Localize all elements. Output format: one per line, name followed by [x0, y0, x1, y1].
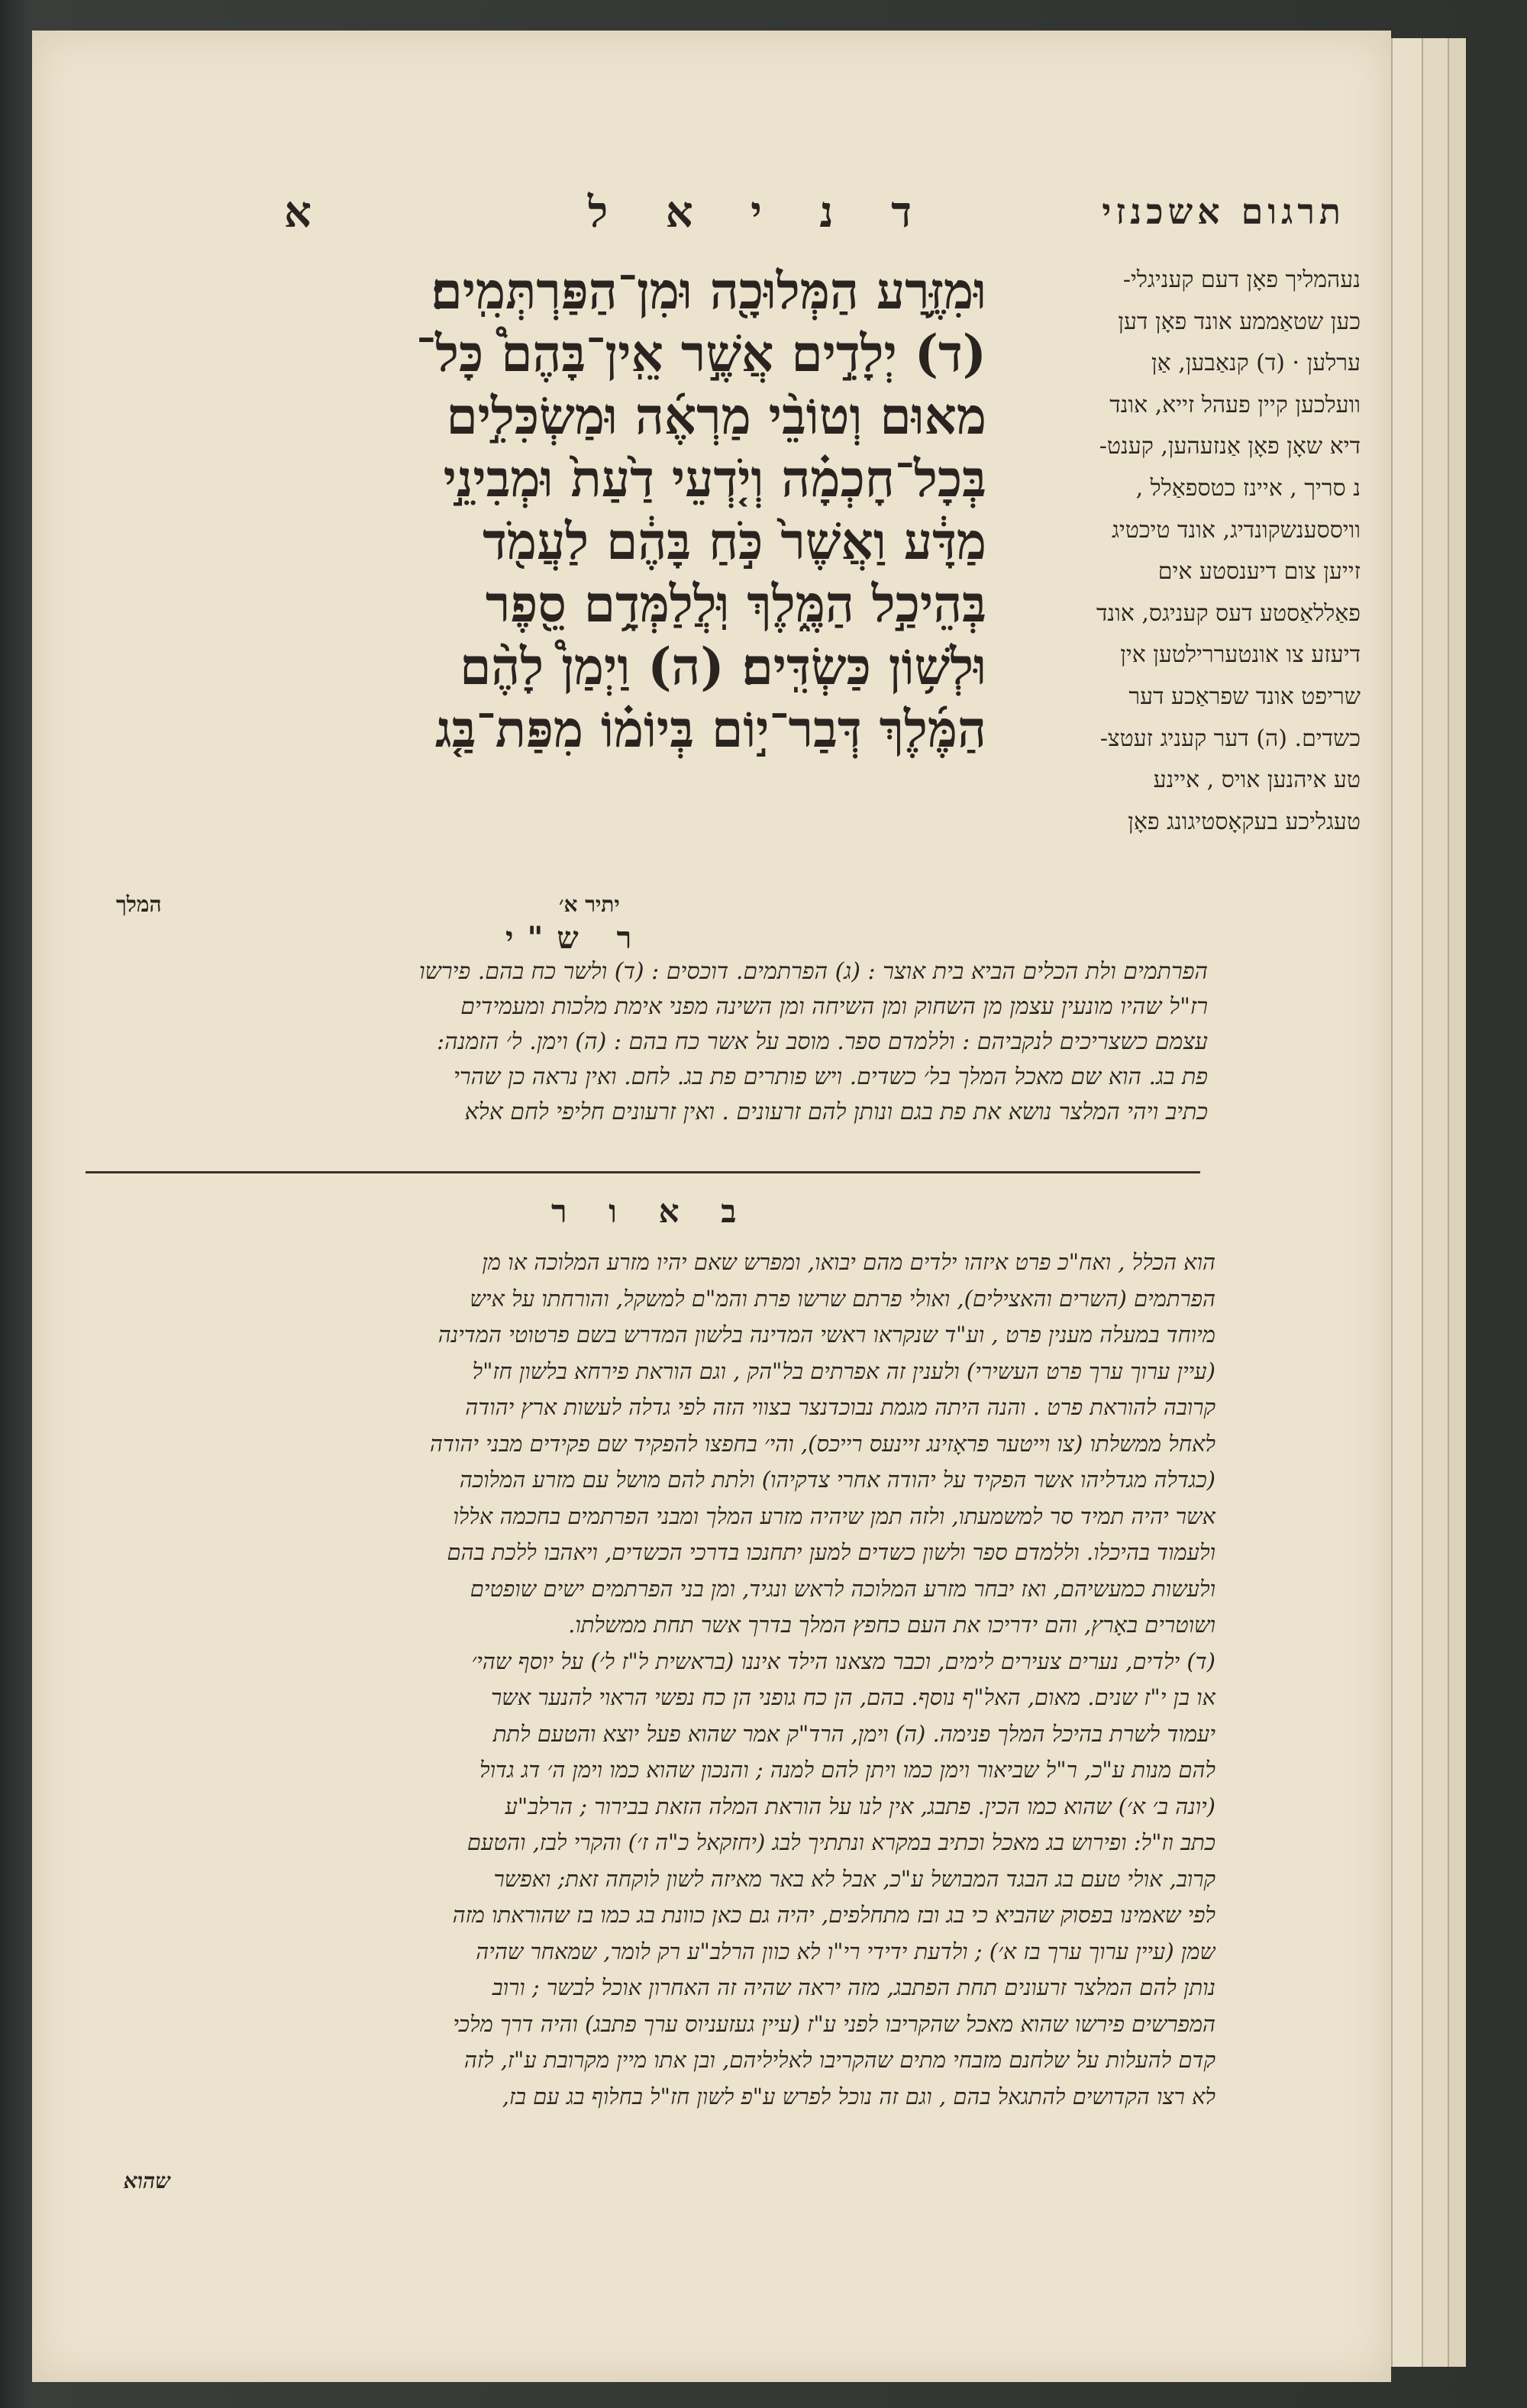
page-edge	[1391, 38, 1423, 2367]
translation-line: וועלכען קיין פעהל זייא, אונד	[1109, 391, 1361, 418]
book-title: ד נ י א ל	[588, 187, 933, 237]
rashi-line: רז"ל שהיו מונעין עצמן מן השחוק ומן השיחה ומן השינה מפני אימת מלכות ומעמידים	[460, 993, 1208, 1020]
biur-line: קרוב, אולי טעם בג הבגד המבושל ע"כ, אבל לא באר מאיזה לשון לוקחה זאת; ואפשר	[493, 1865, 1215, 1892]
catchword-bottom: שהוא	[124, 2168, 171, 2193]
verse-line: בְּהֵיכַ֣ל הַמֶּ֑לֶךְ וּֽלֲלַמְּדָ֥ם סֵ֖פֶר	[485, 574, 986, 634]
translation-line: שריפט אונד שפראַכע דער	[1128, 683, 1361, 710]
biur-line: כתב וז"ל: ופירוש בג מאכל וכתיב במקרא ונתתיך לבג (יחזקאל כ"ה ז׳) והקרי לבז, והטעם	[466, 1829, 1215, 1855]
translation-line: טע איהנען אויס , איינע	[1153, 767, 1361, 794]
biblical-text	[55, 260, 986, 760]
rashi-line: פת בג. הוא שם מאכל המלך בל׳ כשדים. ויש פותרים פת בג. לחם. ואין נראה כן שהרי	[454, 1064, 1208, 1090]
translation-line: ערלען · (ד) קנאַבען, אַן	[1151, 350, 1361, 377]
translation-line: וויססענשקונדיג, אונד טיכטיג	[1111, 516, 1361, 544]
biur-line: קדם להעלות על שלחנם מזבחי מתים שהקריבו לאליליהם, ובן אתו מיין מקרובת ע"ז, לזה	[463, 2047, 1215, 2073]
rashi-title: ר ש"י	[505, 920, 646, 956]
biur-line: (יונה ב׳ א׳) שהוא כמו הכין. פתבג, אין לנו על הוראת המלה הזאת בבירור ; הרלב"ע	[505, 1793, 1215, 1819]
translation-line: כען שטאַממע אונד פאָן דען	[1118, 308, 1361, 335]
biur-line: יעמוד לשרת בהיכל המלך פנימה. (ה) וימן, הרד"ק אמר שהוא פעל יוצא והטעם לתת	[492, 1720, 1215, 1747]
verse-line: וּמִזֶּ֥רַע הַמְּלוּכָ֖ה וּמִן־הַפַּרְתְּמִֽים׃	[431, 261, 986, 321]
catchword-left: המלך	[116, 892, 162, 917]
verse-line: וּלְשׁ֥וֹן כַּשְׂדִּֽים׃ (ה) וַיְמַן֩ לָהֶ֨ם	[460, 637, 986, 696]
translation-line: דיא שאָן פאָן אַנזעהען, קענט-	[1099, 433, 1361, 460]
translation-line: טעגליכע בעקאָסטיגונג פאָן	[1128, 808, 1361, 835]
biur-line: מיוחד במעלה מענין פרט , וע"ד שנקראו ראשי המדינה בלשון המדרש בשם פרטוטי המדינה	[437, 1322, 1215, 1348]
translation-line: דיעזע צו אונטעררילטען אין	[1120, 641, 1361, 669]
verse-line: בְּכָל־חָכְמָ֗ה וְיֹ֤דְעֵי דַ֙עַת֙ וּמְבִינֵ֣י	[443, 449, 986, 508]
verse-line: (ד) יְלָדִ֣ים אֲשֶׁ֣ר אֵֽין־בָּהֶם֩ כָּל־	[415, 324, 986, 383]
verse-line: מַדָּ֔ע וַאֲשֶׁר֙ כֹּ֣חַ בָּהֶ֔ם לַעֲמֹ֖ד	[483, 512, 986, 571]
page-edge	[1448, 38, 1466, 2367]
biur-line: הוא הכלל , ואח"כ פרט איזהו ילדים מהם יבואו, ומפרש שאם יהיו מזרע המלוכה או מן	[482, 1249, 1215, 1275]
biur-line: לא רצו הקדושים להתגאל בהם , וגם זה נוכל לפרש ע"פ לשון חז"ל בחלוף בג עם בז,	[502, 2083, 1215, 2109]
biur-line: ולעשות כמעשיהם, ואז יבחר מזרע המלוכה לראש ונגיד, ומן בני הפרתמים ישים שופטים	[470, 1575, 1215, 1602]
translation-line: פאַללאַסטע דעס קעניגס, אונד	[1096, 599, 1361, 627]
biur-line: ושוטרים באָרץ, והם ידריכו את העם כחפץ המלך בדרך אשר תחת ממשלתו.	[568, 1612, 1215, 1638]
biur-line: (עיין ערוך ערך פרט העשירי) ולענין זה אפרתים בל"הק , וגם הוראת פירחא בלשון חז"ל	[472, 1357, 1215, 1384]
biur-title: ב א ו ר	[551, 1193, 752, 1230]
biur-line: לפי שאמינו בפסוק שהביא כי בג ובז מתחלפים, יהיה גם כאן כוונת בג כמו בז שהוראתו מזה	[452, 1902, 1215, 1928]
biur-line: שמן (עיין ערוך ערך בז א׳) ; ולדעת ידידי רי"ו לא כוון הרלב"ע רק לומר, שמאחר שהיה	[476, 1938, 1215, 1964]
book-page	[32, 31, 1391, 2382]
rashi-commentary	[55, 954, 1208, 1130]
biur-commentary	[70, 1244, 1215, 2115]
biur-line: קרובה להוראת פרט . והנה היתה מגמת נבוכדנצר בצווי הזה לפי גדלה לעשות ארץ יהודה	[465, 1394, 1215, 1420]
catchword-middle: יתיר א׳	[559, 892, 620, 917]
chapter-number: א	[284, 187, 333, 237]
translation-line: זייען צום דיענסטע אים	[1157, 558, 1361, 586]
biur-line: נותן להם המלצר זרעונים תחת הפתבג, מזה יראה שהיה זה האחרון אוכל לבשר ; ורוב	[492, 1974, 1215, 2000]
translation-header: תרגום אשכנזי	[1102, 191, 1345, 232]
rashi-line: הפרתמים ולת הכלים הביא בית אוצר : (ג) הפרתמים. דוכסים : (ד) ולשר כח בהם. פירשו	[418, 958, 1208, 985]
biur-line: המפרשים פירשו שהוא מאכל שהקריבו לפני ע"ז (עיין געזעניוס ערך פתבג) והיה דרך מלכי	[453, 2010, 1215, 2037]
section-divider	[86, 1171, 1200, 1173]
biur-line: או בן י"ז שנים. מאום, האל"ף נוסף. בהם, הן כח גופני הן כח נפשי הראוי להנער אשר	[490, 1684, 1215, 1710]
translation-line: כשדים. (ה) דער קעניג זעטצ-	[1099, 725, 1361, 752]
biur-line: להם מנות ע"כ, ר"ל שביאור וימן כמו ויתן להם למנה ; והנכון שהוא כמו וימן ה׳ דג גדול	[479, 1757, 1215, 1783]
verse-line: מאוּם וְטוֹבֵ֨י מַרְאֶ֜ה וּמַשְׂכִּלִ֣ים	[446, 386, 986, 446]
biur-line: (כגדלה מגדליהו אשר הפקיד על יהודה אחרי צדקיהו) ולתת להם מושל עם מזרע המלוכה	[459, 1467, 1215, 1493]
biur-line: (ד) ילדים, נערים צעירים לימים, וכבר מצאנו הילד איננו (בראשית ל"ז ל׳) על יוסף שהי׳	[471, 1648, 1215, 1674]
page-edge	[1422, 38, 1449, 2367]
translation-line: נעהמליך פאָן דעם קעניגלי-	[1122, 266, 1361, 293]
biur-line: לאחל ממשלתו (צו וייטער פראָזינג זיינעס רייכס), והי׳ בחפצו להפקיד שם פקידים מבני יהודה	[430, 1430, 1215, 1457]
biur-line: ולעמוד בהיכלו. וללמדם ספר ולשון כשדים למען יתחנכו בדרכי הכשדים, ויאהבו ללכת בהם	[447, 1539, 1215, 1565]
rashi-line: כתיב ויהי המלצר נושא את פת בגם ונותן להם זרעונים . ואין זרעונים חליפי לחם אלא	[464, 1099, 1208, 1125]
verse-line: הַמֶּ֜לֶךְ דְּבַר־י֣וֹם בְּיוֹמ֗וֹ מִפַּת־בַּ֤ג	[434, 699, 986, 759]
biur-line: אשר יהיה תמיד סר למשמעתו, ולזה תמן שיהיה מזרע המלך ומבני הפרתמים בחכמה אללו	[453, 1503, 1215, 1529]
biur-line: הפרתמים (השרים והאצילים), ואולי פרתם שרשו פרת והמ"ם למשקל, והורחתו על איש	[470, 1285, 1215, 1312]
rashi-line: עצמם כשצריכים לנקביהם : וללמדם ספר. מוסב על אשר כח בהם : (ה) וימן. ל׳ הזמנה:	[437, 1028, 1208, 1055]
translation-line: נ סריך , איינז כטספאַלל ,	[1135, 474, 1361, 502]
german-translation-column	[1002, 260, 1361, 843]
